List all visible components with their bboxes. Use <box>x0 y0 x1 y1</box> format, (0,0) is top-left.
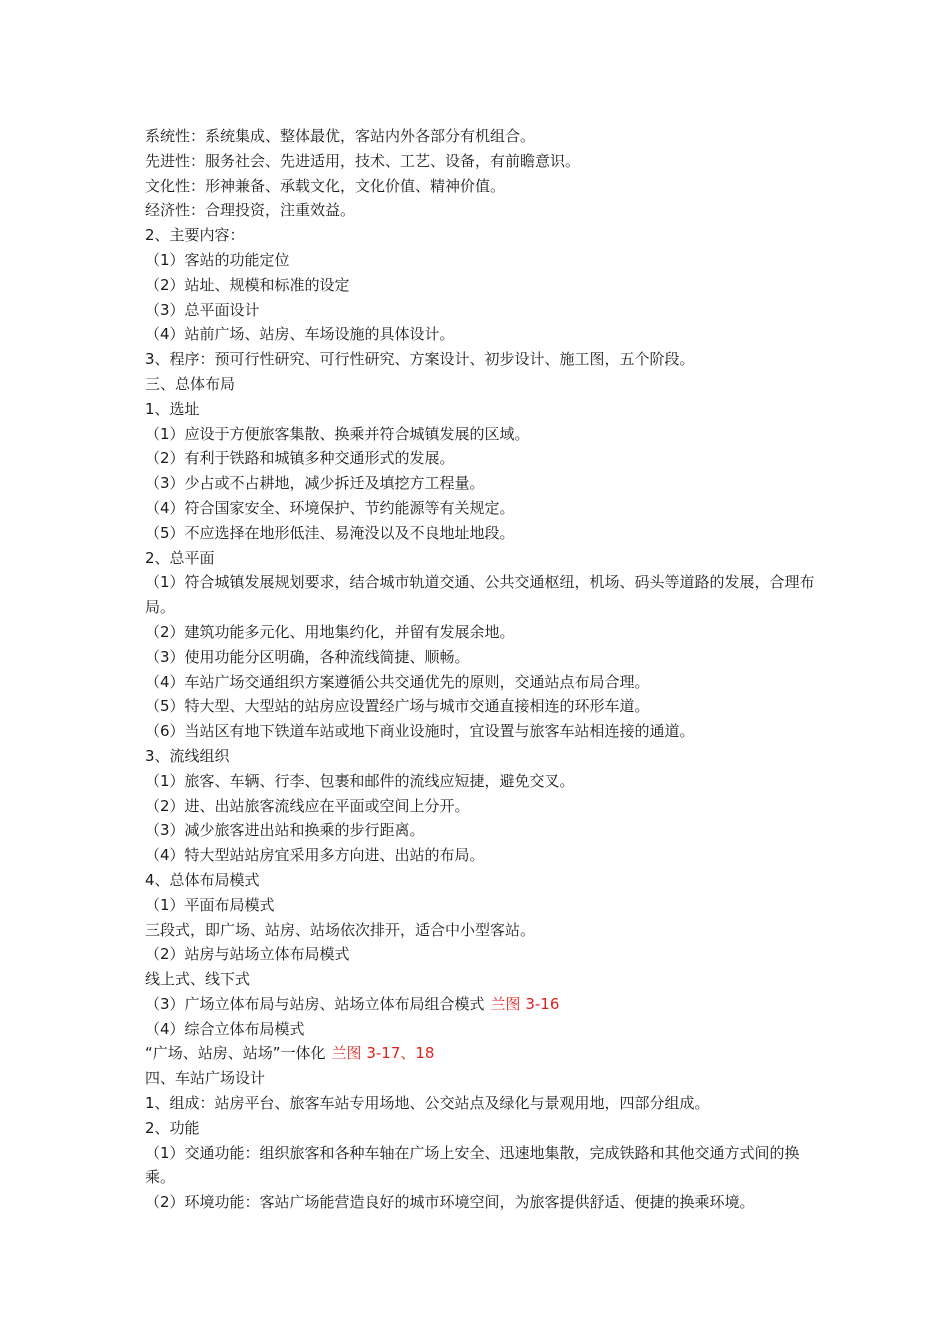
line-text: （1）平面布局模式 <box>145 895 275 914</box>
line-text: （3）总平面设计 <box>145 300 260 319</box>
line-text: （4）车站广场交通组织方案遵循公共交通优先的原则，交通站点布局合理。 <box>145 672 650 691</box>
text-line <box>145 719 815 744</box>
text-line <box>145 198 815 223</box>
text-line <box>145 645 815 670</box>
text-line <box>145 967 815 992</box>
text-line <box>145 918 815 943</box>
line-text: 3、流线组织 <box>145 746 230 765</box>
line-text: （2）站房与站场立体布局模式 <box>145 945 350 964</box>
line-text: 四、车站广场设计 <box>145 1069 266 1088</box>
line-text: 1、选址 <box>145 399 200 418</box>
line-text: （6）当站区有地下铁道车站或地下商业设施时，宜设置与旅客车站相连接的通道。 <box>145 722 695 741</box>
text-line <box>145 223 815 248</box>
line-text: 系统性：系统集成、整体最优，客站内外各部分有机组合。 <box>145 127 536 145</box>
text-line <box>145 322 815 347</box>
line-text: （2）站址、规模和标准的设定 <box>145 275 350 294</box>
line-text: “广场、站房、站场”一体化 <box>145 1044 326 1063</box>
line-text: 4、总体布局模式 <box>145 870 260 889</box>
text-line <box>145 694 815 719</box>
text-line <box>145 1041 815 1066</box>
text-line <box>145 546 815 571</box>
line-text: （1）客站的功能定位 <box>145 250 290 269</box>
line-text: 1、组成：站房平台、旅客车站专用场地、公交站点及绿化与景观用地，四部分组成。 <box>145 1094 710 1113</box>
line-text: （4）符合国家安全、环境保护、节约能源等有关规定。 <box>145 498 515 517</box>
line-text: （2）建筑功能多元化、用地集约化，并留有发展余地。 <box>145 622 515 641</box>
line-text: （1）旅客、车辆、行李、包裹和邮件的流线应短捷，避免交叉。 <box>145 771 575 790</box>
text-line <box>145 942 815 967</box>
text-line <box>145 868 815 893</box>
text-line <box>145 496 815 521</box>
text-line <box>145 769 815 794</box>
text-line <box>145 174 815 199</box>
line-text: 2、主要内容： <box>145 226 245 245</box>
line-text: 2、功能 <box>145 1118 200 1137</box>
line-text: （3）使用功能分区明确，各种流线简捷、顺畅。 <box>145 647 470 666</box>
text-line <box>145 347 815 372</box>
figure-reference: 兰图 3-16 <box>490 994 560 1013</box>
line-text: （3）广场立体布局与站房、站场立体布局组合模式 <box>145 994 485 1013</box>
line-text: 先进性：服务社会、先进适用，技术、工艺、设备，有前瞻意识。 <box>145 151 581 170</box>
text-line <box>145 422 815 447</box>
line-text: （1）交通功能：组织旅客和各种车轴在广场上安全、迅速地集散，完成铁路和其他交通方式间的换乘。 <box>145 1143 800 1187</box>
line-text: （3）少占或不占耕地，减少拆迁及填挖方工程量。 <box>145 474 485 493</box>
text-line <box>145 124 815 149</box>
line-text: （5）不应选择在地形低洼、易淹没以及不良地址地段。 <box>145 523 515 542</box>
line-text: （4）特大型站站房宜采用多方向进、出站的布局。 <box>145 846 485 865</box>
text-line <box>145 1116 815 1141</box>
text-line <box>145 1190 815 1215</box>
line-text: （2）有利于铁路和城镇多种交通形式的发展。 <box>145 449 455 468</box>
line-text: 三、总体布局 <box>145 374 236 393</box>
text-line <box>145 893 815 918</box>
text-line <box>145 446 815 471</box>
line-text: 3、程序：预可行性研究、可行性研究、方案设计、初步设计、施工图，五个阶段。 <box>145 350 695 369</box>
line-text: 线上式、线下式 <box>145 970 251 989</box>
text-line <box>145 471 815 496</box>
line-text: （4）综合立体布局模式 <box>145 1019 305 1038</box>
line-text: （2）环境功能：客站广场能营造良好的城市环境空间，为旅客提供舒适、便捷的换乘环境。 <box>145 1193 755 1212</box>
text-line <box>145 843 815 868</box>
line-text: 经济性：合理投资，注重效益。 <box>145 201 356 220</box>
text-line <box>145 570 815 620</box>
line-text: （4）站前广场、站房、车场设施的具体设计。 <box>145 325 455 344</box>
text-line <box>145 521 815 546</box>
text-line <box>145 372 815 397</box>
text-line <box>145 794 815 819</box>
text-line <box>145 298 815 323</box>
document-page <box>145 124 815 1215</box>
line-text: 2、总平面 <box>145 548 215 567</box>
text-line <box>145 992 815 1017</box>
text-line <box>145 1066 815 1091</box>
line-text: 文化性：形神兼备、承载文化，文化价值、精神价值。 <box>145 176 506 195</box>
line-text: （1）符合城镇发展规划要求，结合城市轨道交通、公共交通枢纽，机场、码头等道路的发展，合理布局。 <box>145 573 815 617</box>
text-line <box>145 248 815 273</box>
line-text: （3）减少旅客进出站和换乘的步行距离。 <box>145 821 425 840</box>
line-text: （1）应设于方便旅客集散、换乘并符合城镇发展的区域。 <box>145 424 530 443</box>
text-line <box>145 620 815 645</box>
line-text: （5）特大型、大型站的站房应设置经广场与城市交通直接相连的环形车道。 <box>145 697 650 716</box>
figure-reference: 兰图 3-17、18 <box>331 1044 435 1063</box>
text-line <box>145 1091 815 1116</box>
text-line <box>145 149 815 174</box>
line-text: （2）进、出站旅客流线应在平面或空间上分开。 <box>145 796 470 815</box>
text-line <box>145 744 815 769</box>
text-line <box>145 273 815 298</box>
text-line <box>145 397 815 422</box>
text-line <box>145 818 815 843</box>
text-line <box>145 1017 815 1042</box>
text-line <box>145 1141 815 1191</box>
line-text: 三段式，即广场、站房、站场依次排开，适合中小型客站。 <box>145 920 536 939</box>
text-line <box>145 670 815 695</box>
